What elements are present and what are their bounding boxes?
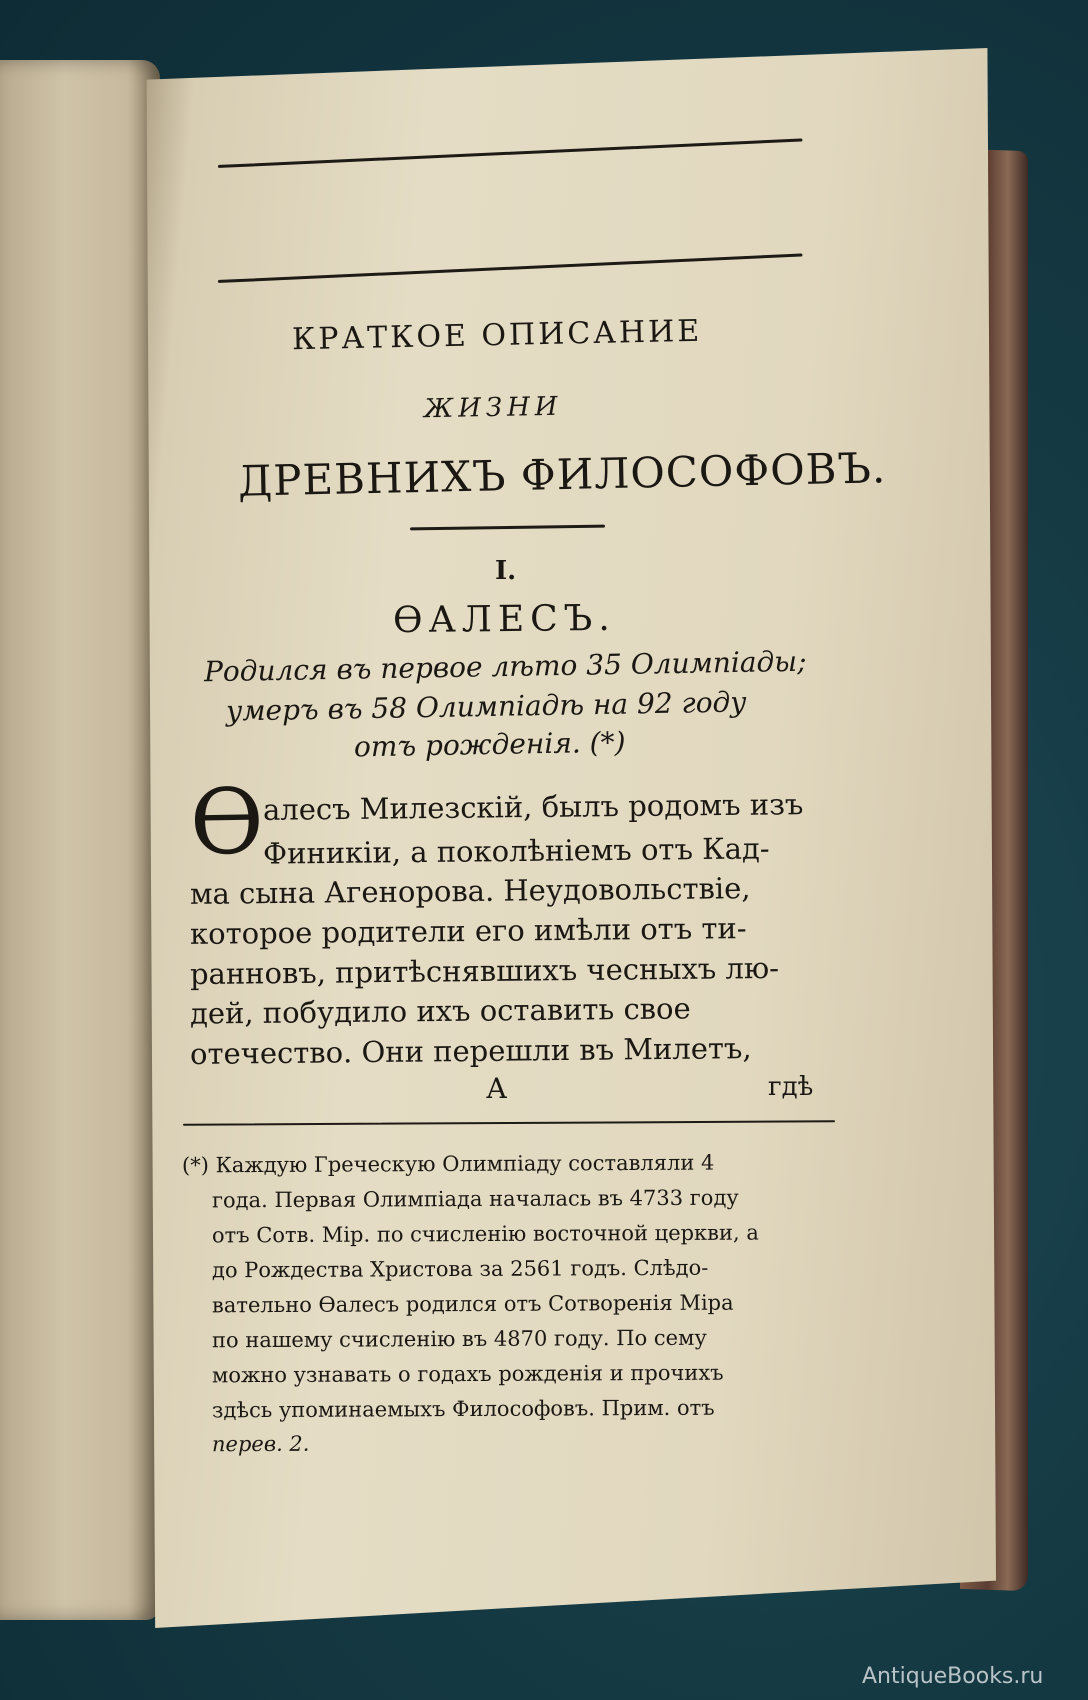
subtitle-line: Родился въ первое лѣто 35 Олимпіады; [203, 644, 807, 689]
drop-cap: Ѳ [189, 769, 265, 876]
body-line: которое родители его имѣли отъ ти- [189, 911, 747, 951]
left-page [0, 60, 160, 1620]
section-name: ѲАЛЕСЪ. [392, 597, 616, 642]
body-line: Финикіи, а поколѣніемъ отъ Кад- [262, 831, 770, 871]
title-line-3: ДРЕВНИХЪ ФИЛОСОФОВЪ. [237, 443, 887, 506]
catchword: гдѣ [768, 1072, 814, 1102]
footnote-line: по нашему счисленію въ 4870 году. По сему [211, 1325, 707, 1353]
footnote-line: здѣсь упоминаемыхъ Философовъ. Прим. отъ [211, 1395, 715, 1423]
title-line-2: ЖИЗНИ [423, 391, 563, 425]
footnote-line: года. Первая Олимпіада началась въ 4733 году [211, 1185, 739, 1213]
body-line: ранновъ, притѣснявшихъ чесныхъ лю- [189, 950, 780, 992]
body-line: отечество. Они перешли въ Милетъ, [189, 1031, 752, 1071]
footnote-line: до Рождества Христова за 2561 годъ. Слѣдо- [211, 1255, 709, 1283]
footnote-line: перев. 2. [211, 1431, 310, 1457]
watermark: AntiqueBooks.ru [862, 1664, 1044, 1689]
section-number: I. [495, 556, 517, 586]
body-line: ма сына Агенорова. Неудовольствіе, [189, 871, 751, 911]
footnote-line: (*) Каждую Греческую Олимпіаду составляли 4 [181, 1150, 715, 1178]
subtitle-line: умеръ въ 58 Олимпіадѣ на 92 году [225, 685, 747, 728]
body-line: дей, побудило ихъ оставить свое [189, 991, 691, 1031]
signature-mark: А [486, 1072, 508, 1105]
body-line: алесъ Милезскій, былъ родомъ изъ [262, 787, 804, 827]
footnote-line: можно узнавать о годахъ рожденія и прочихъ [211, 1360, 724, 1388]
footnote-line: вательно Ѳалесъ родился отъ Сотворенія Міра [211, 1290, 734, 1318]
subtitle-line: отъ рожденія. (*) [353, 725, 626, 764]
footnote-line: отъ Сотв. Мір. по счисленію восточной церкви, а [211, 1220, 759, 1248]
title-line-1: КРАТКОЕ ОПИСАНИЕ [291, 313, 703, 358]
